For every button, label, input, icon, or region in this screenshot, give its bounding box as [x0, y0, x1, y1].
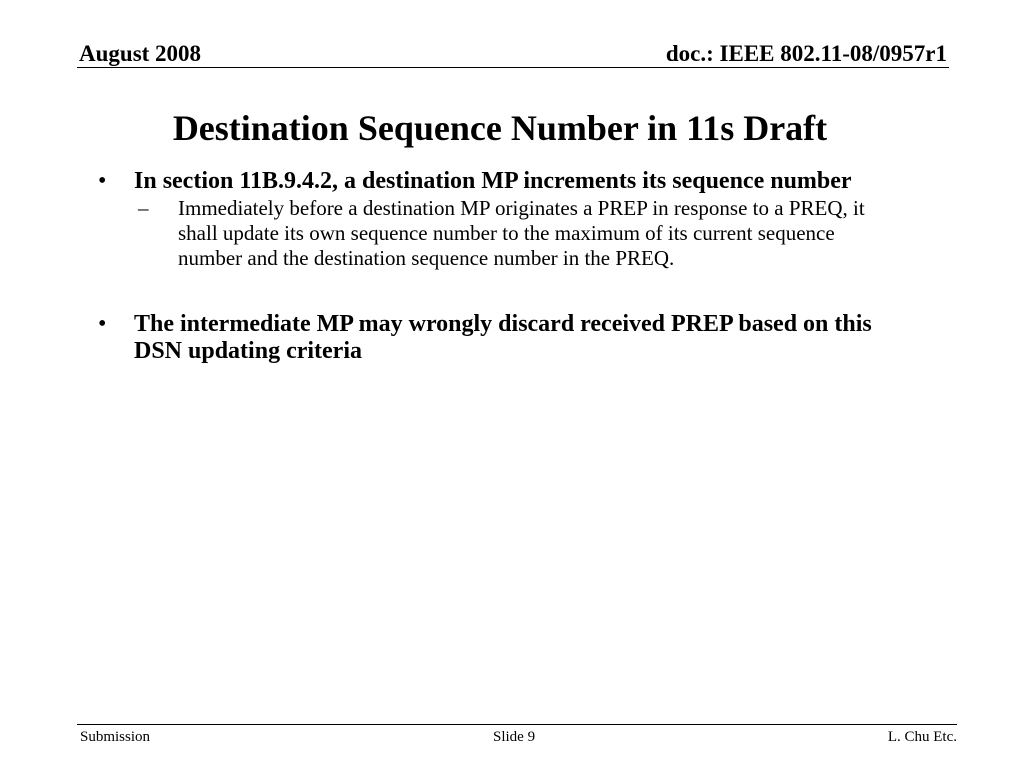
- slide-body: [96, 168, 896, 365]
- footer-submission: Submission: [80, 729, 151, 745]
- slide-title: Destination Sequence Number in 11s Draft: [172, 108, 828, 148]
- header-date: August 2008: [79, 41, 202, 66]
- bullet-marker: •: [98, 168, 107, 194]
- bullet-item: [96, 168, 896, 195]
- bullet-marker: •: [98, 311, 107, 337]
- footer-divider: [77, 724, 957, 725]
- sub-bullet-text: Immediately before a destination MP originates a PREP in response to a PREQ, it shall update its own sequence number to the maximum of its current sequence number and the destination sequence number in the PREQ.: [178, 196, 865, 270]
- footer-slide-number: Slide 9: [493, 729, 536, 745]
- header-doc-id: doc.: IEEE 802.11-08/0957r1: [665, 41, 947, 66]
- bullet-item: [96, 311, 896, 365]
- header-divider: [77, 67, 949, 68]
- bullet-text: In section 11B.9.4.2, a destination MP increments its sequence number: [134, 168, 852, 194]
- bullet-text: The intermediate MP may wrongly discard received PREP based on this DSN updating criteria: [134, 311, 872, 364]
- sub-bullet-item: [134, 196, 896, 271]
- sub-bullet-marker: –: [138, 196, 149, 220]
- footer-author: L. Chu Etc.: [887, 729, 957, 745]
